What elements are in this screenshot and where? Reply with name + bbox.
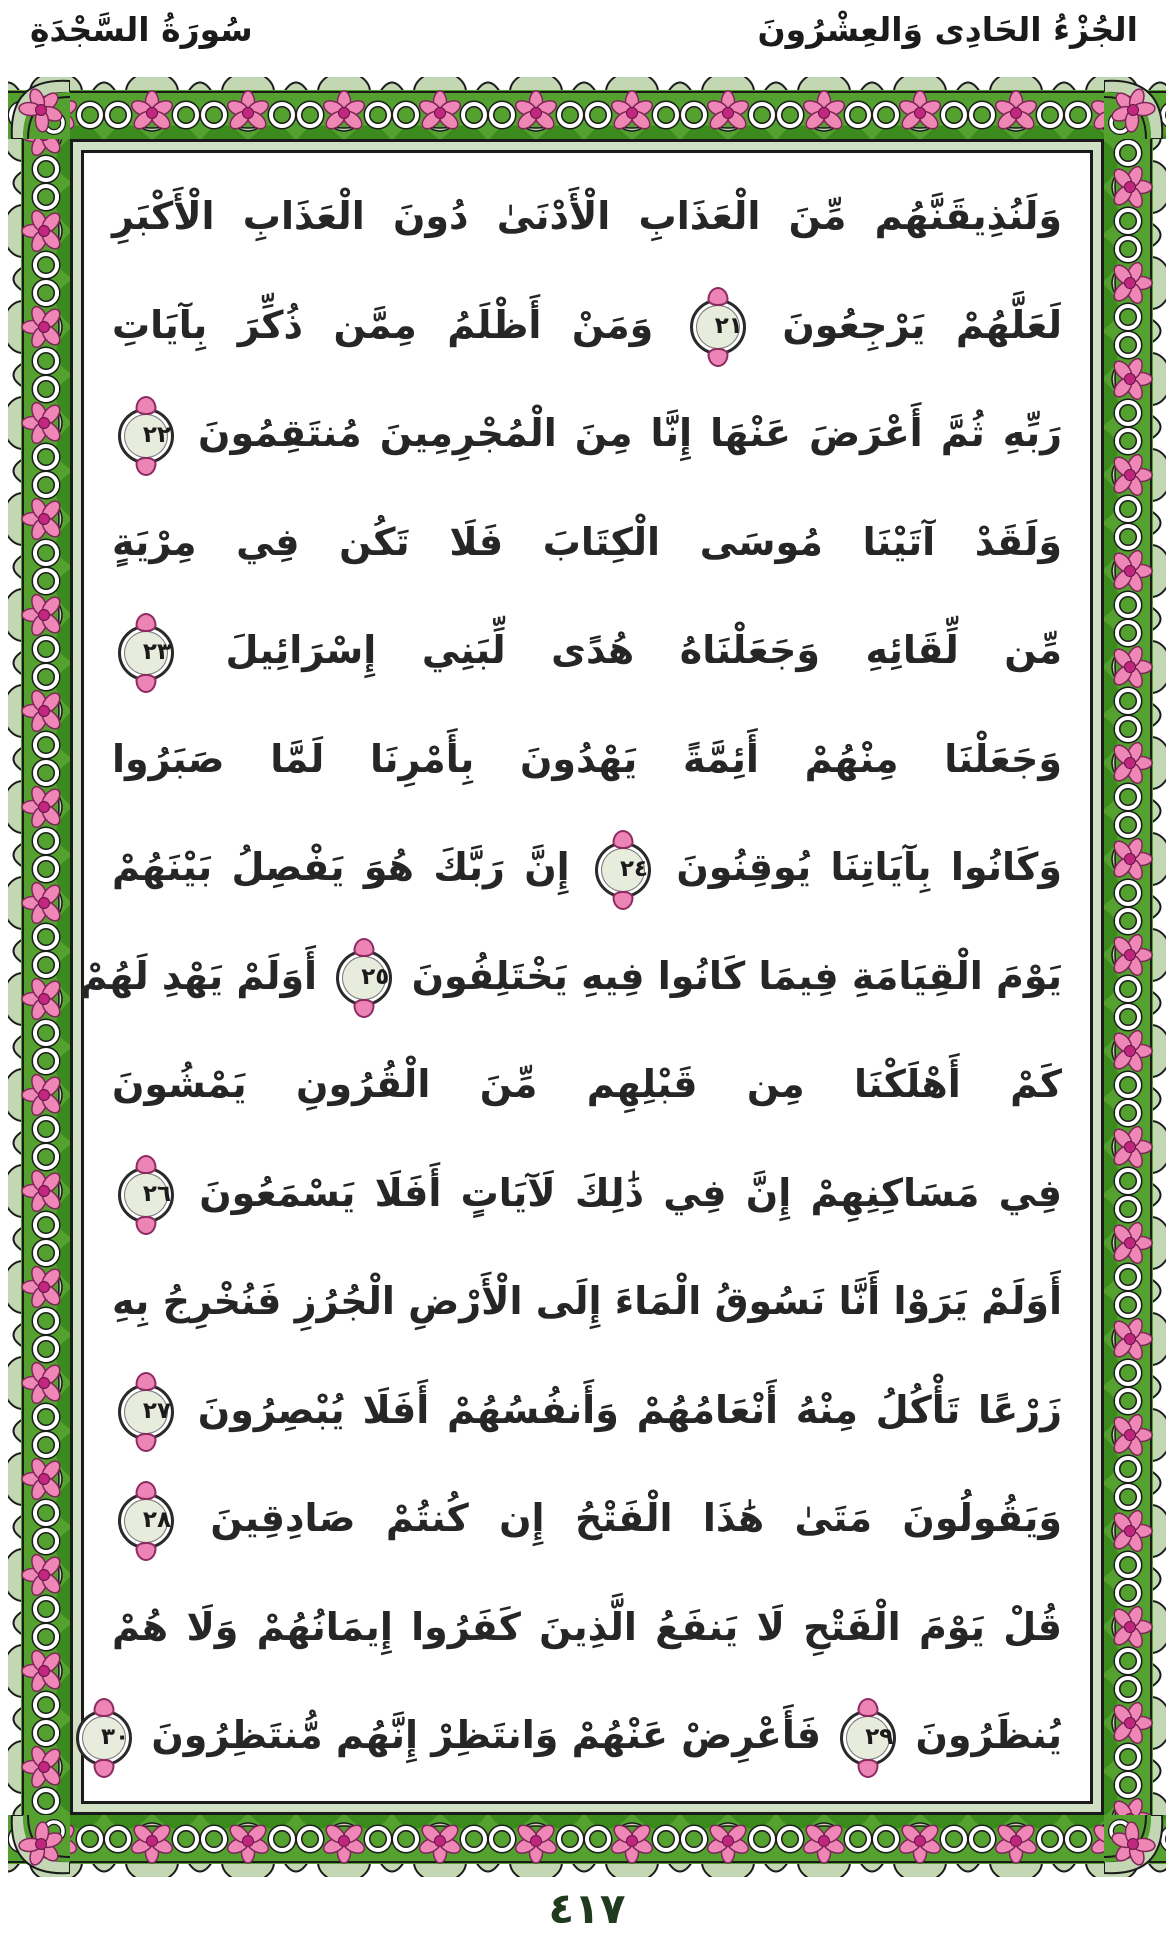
ayah-number: ٢٥ [361, 964, 390, 991]
text-lines [79, 163, 1063, 1791]
ayah-marker [690, 299, 746, 355]
ayah-number: ٢٧ [142, 1398, 171, 1425]
quran-text: رَبِّهِ ثُمَّ أَعْرَضَ عَنْهَا إِنَّا مِنَ الْمُجْرِمِينَ مُنتَقِمُونَ [198, 411, 1062, 456]
ayah-marker [118, 408, 174, 464]
border-corner-tr [1104, 77, 1166, 139]
mushaf-line [112, 489, 1062, 598]
mushaf-line [112, 1031, 1062, 1140]
quran-text: وَيَقُولُونَ مَتَىٰ هَٰذَا الْفَتْحُ إِن كُنتُمْ صَادِقِينَ [210, 1496, 1062, 1541]
border-corner-bl [8, 1815, 70, 1877]
ayah-number: ٣٠ [101, 1723, 130, 1750]
ayah-marker [118, 1167, 174, 1223]
ayah-number: ٢٣ [142, 638, 171, 665]
mushaf-line [112, 1140, 1062, 1249]
ayah-number: ٢٨ [142, 1506, 171, 1533]
ayah-marker [118, 1384, 174, 1440]
quran-text: أَوَلَمْ يَهْدِ لَهُمْ [79, 953, 318, 998]
quran-text: قُلْ يَوْمَ الْفَتْحِ لَا يَنفَعُ الَّذِينَ كَفَرُوا إِيمَانُهُمْ وَلَا هُمْ [112, 1604, 1062, 1649]
quran-text: مِّن لِّقَائِهِ وَجَعَلْنَاهُ هُدًى لِّبَنِي إِسْرَائِيلَ [225, 628, 1062, 673]
ayah-number: ٢٤ [619, 855, 649, 882]
ayah-number: ٢٢ [142, 421, 171, 448]
quran-text: يُنظَرُونَ [915, 1713, 1062, 1758]
mushaf-line [112, 272, 1062, 381]
quran-text: وَلَنُذِيقَنَّهُم مِّنَ الْعَذَابِ الْأَدْنَىٰ دُونَ الْعَذَابِ الْأَكْبَرِ [112, 194, 1062, 238]
decorative-border-frame [8, 77, 1166, 1877]
surah-title: سُورَةُ السَّجْدَةِ [30, 10, 253, 49]
inner-frame [70, 139, 1104, 1815]
mushaf-line [112, 814, 1062, 923]
quran-text: كَمْ أَهْلَكْنَا مِن قَبْلِهِم مِّنَ الْقُرُونِ يَمْشُونَ [112, 1062, 1062, 1107]
mushaf-line [112, 1574, 1062, 1683]
mushaf-line [112, 1248, 1062, 1357]
ayah-marker [76, 1710, 132, 1766]
mushaf-line [101, 1682, 1062, 1791]
mushaf-line [79, 923, 1062, 1032]
quran-text: وَجَعَلْنَا مِنْهُمْ أَئِمَّةً يَهْدُونَ بِأَمْرِنَا لَمَّا صَبَرُوا [112, 736, 1062, 781]
quran-text: إِنَّ رَبَّكَ هُوَ يَفْصِلُ بَيْنَهُمْ [112, 845, 570, 890]
ayah-number: ٢٩ [865, 1723, 894, 1750]
ayah-marker [840, 1710, 896, 1766]
quran-text: وَلَقَدْ آتَيْنَا مُوسَى الْكِتَابَ فَلَا تَكُن فِي مِرْيَةٍ [112, 519, 1062, 564]
ayah-marker [336, 950, 392, 1006]
border-band-right [1104, 139, 1166, 1815]
quran-text: فِي مَسَاكِنِهِمْ إِنَّ فِي ذَٰلِكَ لَآيَاتٍ أَفَلَا يَسْمَعُونَ [199, 1170, 1062, 1215]
quran-text: أَوَلَمْ يَرَوْا أَنَّا نَسُوقُ الْمَاءَ إِلَى الْأَرْضِ الْجُرُزِ فَنُخْرِجُ بِهِ [112, 1279, 1062, 1324]
border-band-bottom [8, 1815, 1166, 1877]
mushaf-line [112, 706, 1062, 815]
quran-text: زَرْعًا تَأْكُلُ مِنْهُ أَنْعَامُهُمْ وَأَنفُسُهُمْ أَفَلَا يُبْصِرُونَ [197, 1387, 1062, 1432]
quran-text: لَعَلَّهُمْ يَرْجِعُونَ [782, 302, 1062, 347]
ayah-number: ٢٦ [142, 1181, 171, 1208]
border-band-left [8, 139, 70, 1815]
quran-text: وَكَانُوا بِآيَاتِنَا يُوقِنُونَ [676, 845, 1063, 890]
quran-text: يَوْمَ الْقِيَامَةِ فِيمَا كَانُوا فِيهِ يَخْتَلِفُونَ [411, 953, 1062, 998]
border-corner-br [1104, 1815, 1166, 1877]
mushaf-line [112, 597, 1062, 706]
mushaf-line [112, 1357, 1062, 1466]
juz-title: الجُزْءُ الحَادِى وَالعِشْرُونَ [757, 10, 1138, 49]
mushaf-line [112, 163, 1062, 272]
ayah-marker [118, 625, 174, 681]
border-corner-tl [8, 77, 70, 139]
quran-text: فَأَعْرِضْ عَنْهُمْ وَانتَظِرْ إِنَّهُم مُّنتَظِرُونَ [151, 1713, 822, 1758]
text-panel [81, 150, 1093, 1804]
ayah-number: ٢١ [714, 313, 743, 340]
quran-text: وَمَنْ أَظْلَمُ مِمَّن ذُكِّرَ بِآيَاتِ [112, 302, 654, 347]
mushaf-line [112, 380, 1062, 489]
page-number: ٤١٧ [548, 1884, 626, 1933]
ayah-marker [595, 842, 651, 898]
border-band-top [8, 77, 1166, 139]
mushaf-line [112, 1465, 1062, 1574]
ayah-marker [118, 1493, 174, 1549]
